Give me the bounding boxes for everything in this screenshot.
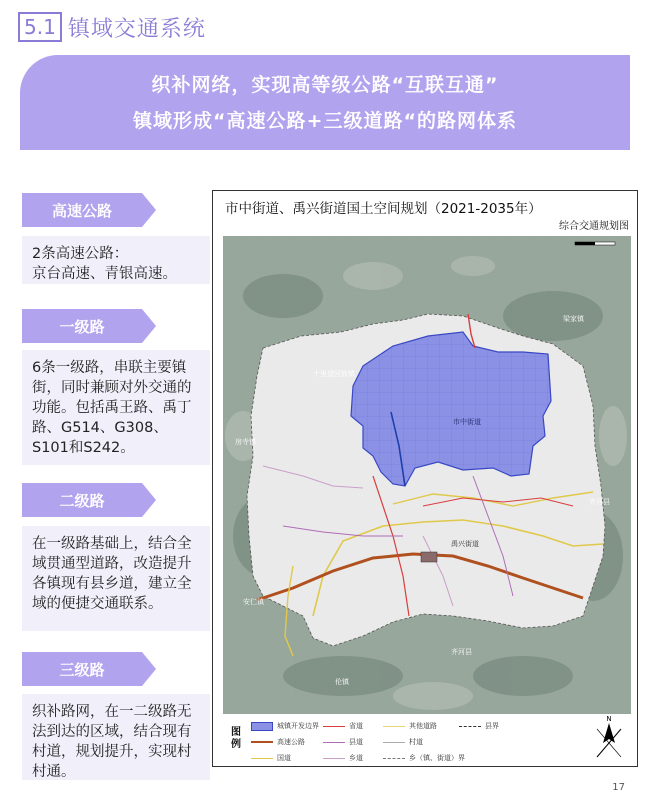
place-label-fangsi: 房寺镇 [235,438,256,446]
section-heading [18,10,206,44]
legend-town-boundary: 乡（镇、街道）界 [383,753,465,763]
text-first-class-road: 6条一级路，串联主要镇街，同时兼顾对外交通的功能。包括禹王路、禹丁路、G514、G308、S101和S242。 [22,350,210,465]
banner-line-1: 织补网络，实现高等级公路“互联互通” [151,73,499,96]
map-title: 市中街道、禹兴街道国土空间规划（2021-2035年） [225,201,542,217]
section-number: 5.1 [18,12,62,42]
legend-village-road: 村道 [383,737,423,747]
place-label-anren: 安仁镇 [243,598,264,606]
north-label: N [606,715,612,723]
map-subtitle: 综合交通规划图 [559,221,629,232]
legend-title: 图例 [231,727,241,750]
legend-boundary: 城镇开发边界 [251,721,319,731]
text-second-class-road: 在一级路基础上，结合全域贯通型道路，改造提升各镇现有县乡道，建立全域的便捷交通联系。 [22,526,210,631]
north-arrow-icon [593,713,625,763]
place-label-qihe-south: 齐河县 [451,648,472,656]
section-title: 镇域交通系统 [67,16,206,42]
legend-provincial: 省道 [323,721,363,731]
label-second-class-road: 二级路 [22,483,142,517]
banner-line-2: 镇域形成“高速公路+三级道路“的路网体系 [133,109,517,132]
legend-national: 国道 [251,753,291,763]
label-third-class-road: 三级路 [22,652,142,686]
label-first-class-road: 一级路 [22,309,142,343]
place-label-shizhong-north: 十里望回族镇 [313,370,355,378]
place-label-qihe-east: 齐河县 [589,498,610,506]
legend-expressway: 高速公路 [251,737,305,747]
place-label-yuxing: 禹兴街道 [451,540,479,548]
place-label-zhongxin: 市中街道 [453,418,481,426]
label-expressway: 高速公路 [22,193,142,227]
traffic-plan-map [212,190,638,767]
text-expressway: 2条高速公路： 京台高速、青银高速。 [22,236,210,284]
legend-other-road: 其他道路 [383,721,437,731]
industrial-block [421,552,437,562]
legend-township-road: 乡道 [323,753,363,763]
summary-banner [20,55,630,150]
place-label-liangjia: 梁家镇 [563,315,584,323]
text-third-class-road: 织补路网，在一二级路无法到达的区域，结合现有村道，规划提升，实现村村通。 [22,694,210,780]
legend-county-boundary: 县界 [459,721,499,731]
page-number: 17 [612,782,625,793]
legend-county-road: 县道 [323,737,363,747]
map-canvas [223,236,631,714]
place-label-lunzhen: 伦镇 [335,678,349,686]
